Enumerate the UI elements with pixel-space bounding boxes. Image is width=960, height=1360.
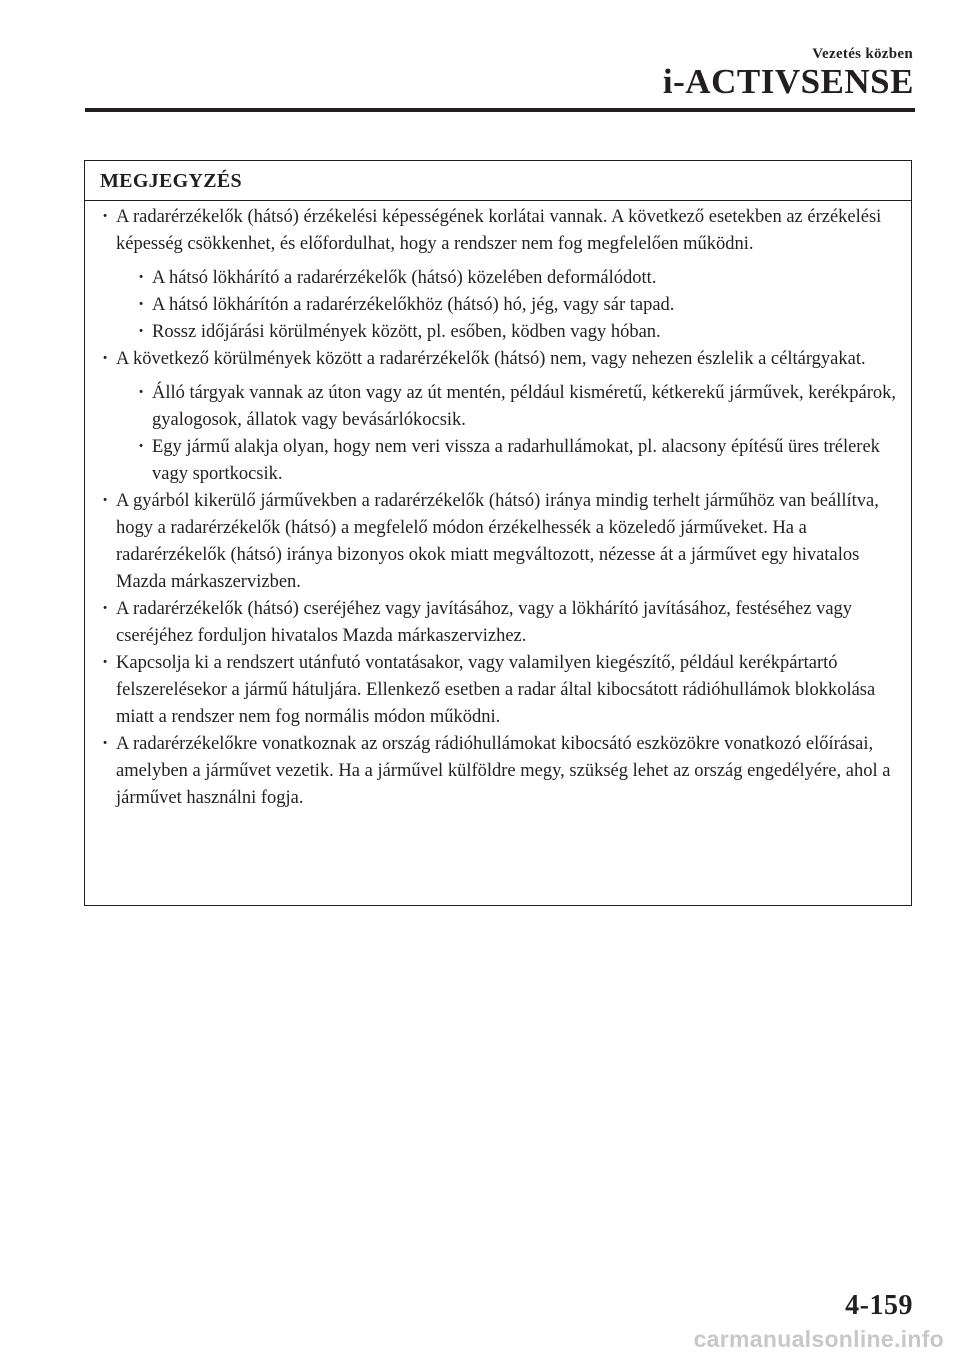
chapter-title: i-ACTIVSENSE <box>662 62 914 101</box>
note-body <box>85 201 911 812</box>
note-item <box>101 488 901 596</box>
page-number: 4-159 <box>845 1290 913 1321</box>
sub-item: · Rossz időjárási körülmények között, pl. esőben, ködben vagy hóban. <box>116 319 901 346</box>
sub-item: · Álló tárgyak vannak az úton vagy az út mentén, például kisméretű, kétkerekű járművek, kerékpárok, gyalogosok, állatok vagy bevásárlókocsik. <box>116 380 901 434</box>
note-item <box>101 650 901 731</box>
note-item-text: · Kapcsolja ki a rendszert utánfutó vontatásakor, vagy valamilyen kiegészítő, például kerékpártartó felszerelésekor a jármű hátuljára. Ellenkező esetben a radar által kibocsátott rádióhullámok blokkolása miatt a rendszer nem fog normális módon működni. <box>116 653 876 727</box>
sub-list <box>116 373 901 488</box>
note-item-text: · A következő körülmények között a radarérzékelők (hátsó) nem, vagy nehezen észlelik a céltárgyakat. <box>116 349 866 369</box>
note-item-text: · A radarérzékelők (hátsó) cseréjéhez vagy javításához, vagy a lökhárító javításához, festéséhez vagy cseréjéhez forduljon hivatalos Mazda márkaszervizhez. <box>116 599 853 646</box>
note-item-text: · A gyárból kikerülő járművekben a radarérzékelők (hátsó) iránya mindig terhelt járműhöz van beállítva, hogy a radarérzékelők (hátsó) a megfelelő módon érzékelhessék a közeledő járműveket. Ha a radarérzékelők (hátsó) iránya bizonyos okok miatt megváltozott, nézesse át a járművet egy hivatalos Mazda márkaszervizben. <box>116 491 879 592</box>
note-item <box>101 204 901 346</box>
note-box <box>84 160 912 906</box>
note-item-text: · A radarérzékelők (hátsó) érzékelési képességének korlátai vannak. A következő esetekben az érzékelési képesség csökkenhet, és előfordulhat, hogy a rendszer nem fog megfelelően működni. <box>116 207 882 254</box>
note-item <box>101 731 901 812</box>
note-heading: MEGJEGYZÉS <box>85 161 911 201</box>
sub-item: · A hátsó lökhárítón a radarérzékelőkhöz (hátsó) hó, jég, vagy sár tapad. <box>116 292 901 319</box>
note-item-text: · A radarérzékelőkre vonatkoznak az ország rádióhullámokat kibocsátó eszközökre vonatkozó előírásai, amelyben a járművet vezetik. Ha a járművel külföldre megy, szükség lehet az ország engedélyére, ahol a járművet használni fogja. <box>116 734 891 808</box>
sub-item: · A hátsó lökhárító a radarérzékelők (hátsó) közelében deformálódott. <box>116 265 901 292</box>
sub-item: · Egy jármű alakja olyan, hogy nem veri vissza a radarhullámokat, pl. alacsony építésű üres trélerek vagy sportkocsik. <box>116 434 901 488</box>
section-label: Vezetés közben <box>812 46 913 62</box>
header-divider <box>85 108 915 112</box>
sub-list <box>116 258 901 346</box>
note-item <box>101 596 901 650</box>
note-item <box>101 346 901 488</box>
watermark-text: carmanualsonline.info <box>693 1326 944 1352</box>
